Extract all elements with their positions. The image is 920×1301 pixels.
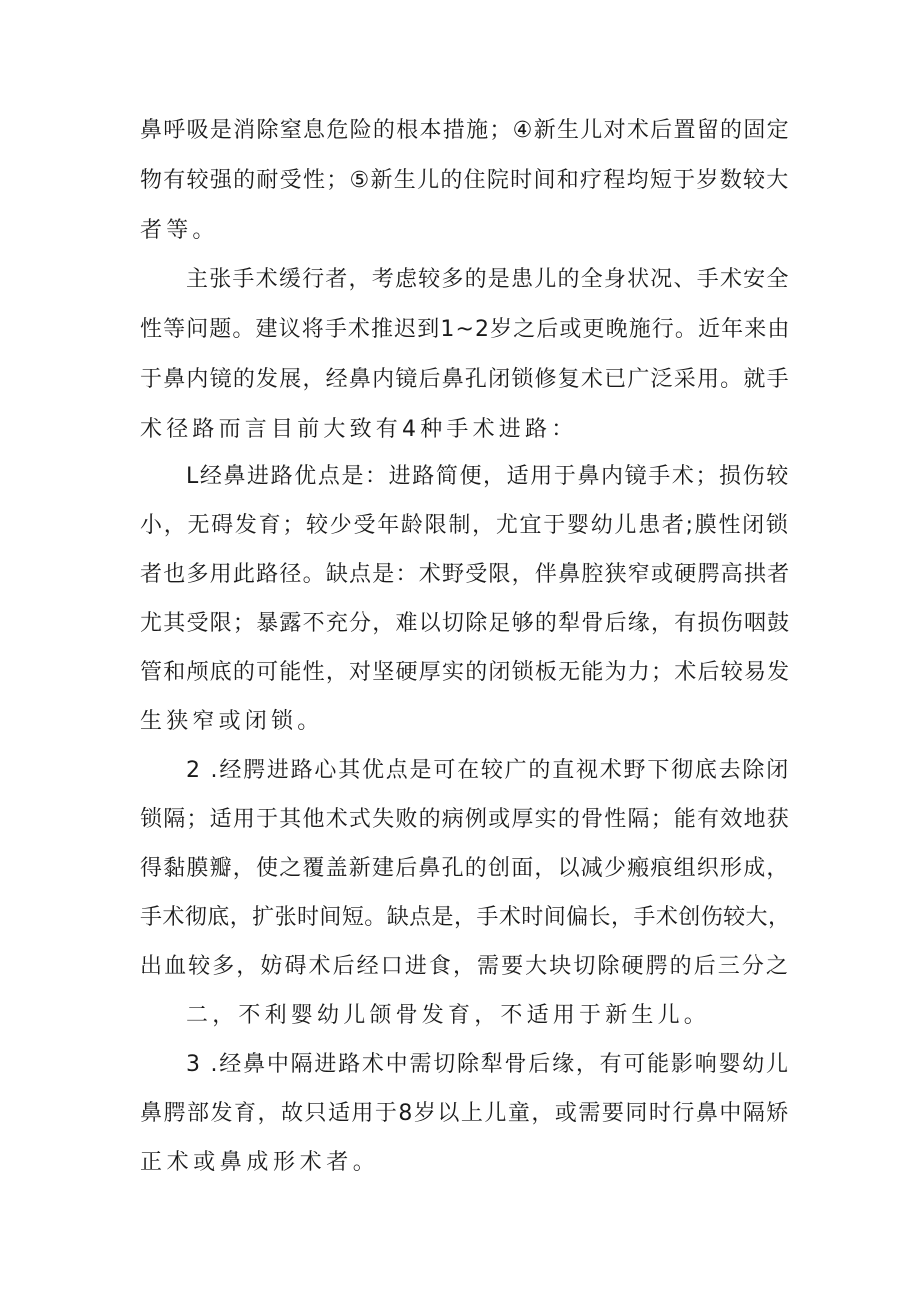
paragraph-text: 物有较强的耐受性；⑤新生儿的住院时间和疗程均短于岁数较大 — [140, 168, 790, 193]
text-line — [0, 455, 920, 499]
text-line — [0, 896, 920, 940]
paragraph-text: 主张手术缓行者，考虑较多的是患儿的全身状况、手术安全 — [186, 267, 790, 292]
paragraph-text: 小，无碍发育；较少受年龄限制，尤宜于婴幼儿患者;膜性闭锁 — [140, 513, 790, 538]
paragraph-text: 者等。 — [140, 218, 219, 243]
paragraph-text: 尤其受限；暴露不充分，难以切除足够的犁骨后缘，有损伤咽鼓 — [140, 611, 791, 636]
paragraph-text: L经鼻进路优点是：进路简便，适用于鼻内镜手术；损伤较 — [186, 464, 790, 489]
text-line — [0, 308, 920, 352]
paragraph-text: 得黏膜瓣，使之覆盖新建后鼻孔的创面，以减少瘢痕组织形成， — [140, 856, 790, 881]
paragraph-text: 正术或鼻成形术者。 — [140, 1150, 380, 1175]
text-line — [0, 749, 920, 793]
text-line — [0, 602, 920, 646]
paragraph-text: 管和颅底的可能性，对坚硬厚实的闭锁板无能为力；术后较易发 — [140, 660, 791, 685]
text-line — [0, 553, 920, 597]
text-line — [0, 1141, 920, 1185]
text-line — [0, 258, 920, 302]
paragraph-text: 手术彻底，扩张时间短。缺点是，手术时间偏长，手术创伤较大， — [140, 905, 791, 930]
text-line — [0, 408, 920, 452]
text-line — [0, 700, 920, 744]
paragraph-text: 2 .经腭进路心其优点是可在较广的直视术野下彻底去除闭 — [186, 758, 790, 783]
paragraph-text: 者也多用此路径。缺点是：术野受限，伴鼻腔狭窄或硬腭高拱者 — [140, 562, 791, 587]
text-line — [0, 1092, 920, 1136]
paragraph-text: 生狭窄或闭锁。 — [140, 709, 324, 734]
paragraph-text: 于鼻内镜的发展，经鼻内镜后鼻孔闭锁修复术已广泛采用。就手 — [140, 367, 790, 392]
text-line — [0, 994, 920, 1038]
paragraph-text: 术径路而言目前大致有4种手术进路： — [140, 417, 578, 442]
paragraph-text: 出血较多，妨碍术后经口进食，需要大块切除硬腭的后三分之 — [140, 954, 791, 979]
text-line — [0, 945, 920, 989]
paragraph-text: 二，不利婴幼儿颌骨发育，不适用于新生儿。 — [186, 1003, 711, 1028]
paragraph-text: 锁隔；适用于其他术式失败的病例或厚实的骨性隔；能有效地获 — [140, 807, 791, 832]
paragraph-text: 性等问题。建议将手术推迟到1~2岁之后或更晚施行。近年来由 — [140, 317, 791, 342]
text-line — [0, 358, 920, 402]
text-line — [0, 159, 920, 203]
paragraph-text: 鼻腭部发育，故只适用于8岁以上儿童，或需要同时行鼻中隔矫 — [140, 1101, 790, 1126]
text-line — [0, 798, 920, 842]
paragraph-text: 鼻呼吸是消除窒息危险的根本措施；④新生儿对术后置留的固定 — [140, 118, 790, 143]
paragraph-text: 3 .经鼻中隔进路术中需切除犁骨后缘，有可能影响婴幼儿 — [186, 1052, 790, 1077]
text-line — [0, 504, 920, 548]
text-line — [0, 1043, 920, 1087]
text-line — [0, 209, 920, 253]
text-line — [0, 651, 920, 695]
text-line — [0, 847, 920, 891]
text-line — [0, 109, 920, 153]
